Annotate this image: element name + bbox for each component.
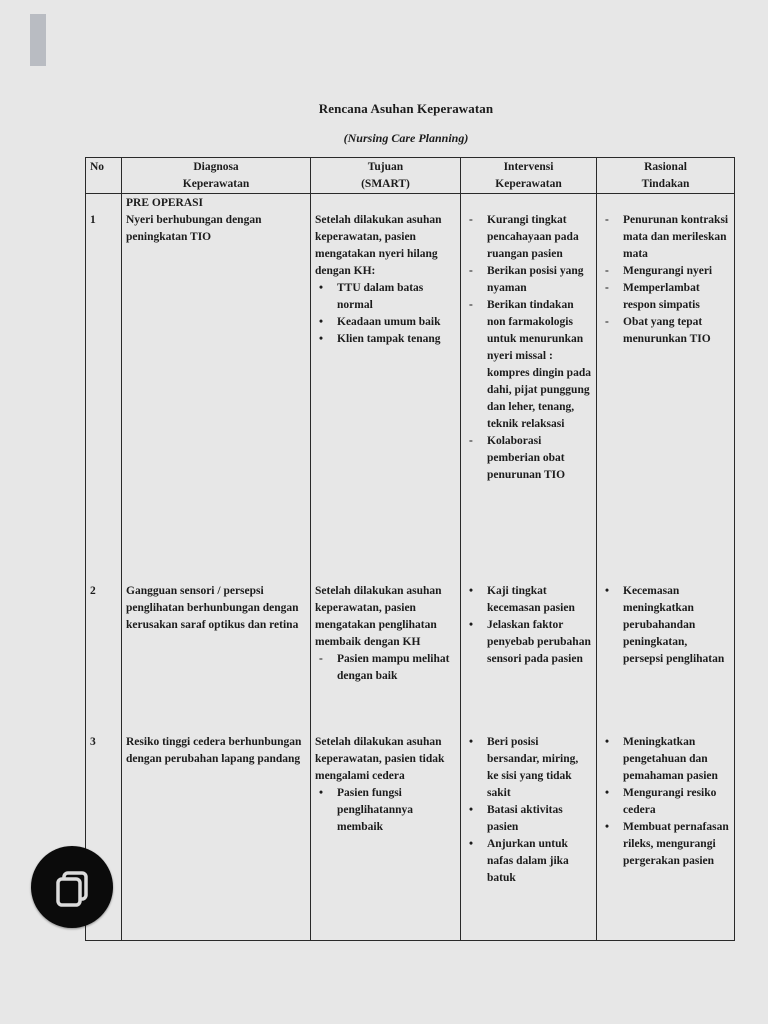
list-item: • Kaji tingkat kecemasan pasien <box>465 583 592 617</box>
rasional-list <box>601 212 730 348</box>
header-intervensi-line1: Intervensi <box>503 161 554 173</box>
tujuan-cell <box>311 582 461 733</box>
list-item: • Klien tampak tenang <box>315 331 456 348</box>
header-diagnosa-line2: Keperawatan <box>182 178 250 190</box>
list-item: - Kurangi tingkat pencahayaan pada ruangan pasien <box>465 212 592 263</box>
header-no: No <box>86 158 122 194</box>
header-rasional-line1: Rasional <box>644 161 687 173</box>
tujuan-intro: Setelah dilakukan asuhan keperawatan, pasien mengatakan penglihatan membaik dengan KH <box>315 585 442 648</box>
list-item: - Penurunan kontraksi mata dan merileskan mata <box>601 212 730 263</box>
table-row <box>86 194 735 583</box>
header-intervensi-line2: Keperawatan <box>495 178 562 190</box>
document-subtitle: (Nursing Care Planning) <box>343 131 469 145</box>
list-item: • Kecemasan meningkatkan perubahandan peningkatan, persepsi penglihatan <box>601 583 730 668</box>
intervensi-list <box>465 212 592 484</box>
intervensi-cell <box>461 582 597 733</box>
row-number: 2 <box>86 582 122 733</box>
tujuan-cell <box>311 194 461 583</box>
list-item: • Mengurangi resiko cedera <box>601 785 730 819</box>
diagnosa-cell: Resiko tinggi cedera berhunbungan dengan perubahan lapang pandang <box>122 733 311 941</box>
list-item: • Jelaskan faktor penyebab perubahan sensori pada pasien <box>465 617 592 668</box>
tujuan-intro: Setelah dilakukan asuhan keperawatan, pasien mengatakan nyeri hilang dengan KH: <box>315 214 442 277</box>
tujuan-intro: Setelah dilakukan asuhan keperawatan, pasien tidak mengalami cedera <box>315 736 445 782</box>
section-label: PRE OPERASI <box>126 197 203 209</box>
tujuan-list <box>315 785 456 836</box>
tujuan-cell <box>311 733 461 941</box>
nursing-care-table <box>85 157 735 941</box>
list-item: - Berikan tindakan non farmakologis untuk menurunkan nyeri missal : kompres dingin pada dahi, pijat punggung dan leher, tenang, teknik relaksasi <box>465 297 592 433</box>
corner-bookmark-mark <box>30 14 46 66</box>
list-item: - Kolaborasi pemberian obat penurunan TIO <box>465 433 592 484</box>
list-item: • TTU dalam batas normal <box>315 280 456 314</box>
header-rasional-line2: Tindakan <box>641 178 690 190</box>
diagnosa-text: Nyeri berhubungan dengan peningkatan TIO <box>126 214 262 243</box>
tujuan-list <box>315 651 456 685</box>
list-item: • Pasien fungsi penglihatannya membaik <box>315 785 456 836</box>
row-number <box>86 194 122 583</box>
list-item: - Memperlambat respon simpatis <box>601 280 730 314</box>
copy-icon <box>50 865 94 909</box>
rasional-list <box>601 583 730 668</box>
row-number: 3 <box>86 733 122 941</box>
table-header-row <box>86 158 735 194</box>
list-item: • Beri posisi bersandar, miring, ke sisi yang tidak sakit <box>465 734 592 802</box>
document-title: Rencana Asuhan Keperawatan <box>318 101 494 116</box>
list-item: • Anjurkan untuk nafas dalam jika batuk <box>465 836 592 887</box>
header-tujuan <box>311 158 461 194</box>
list-item: • Batasi aktivitas pasien <box>465 802 592 836</box>
table-row <box>86 733 735 941</box>
header-diagnosa-line1: Diagnosa <box>193 161 239 173</box>
header-rasional <box>597 158 735 194</box>
row-number-value: 1 <box>90 214 96 226</box>
intervensi-cell <box>461 733 597 941</box>
list-item: • Meningkatkan pengetahuan dan pemahaman pasien <box>601 734 730 785</box>
intervensi-list <box>465 734 592 887</box>
rasional-cell <box>597 194 735 583</box>
diagnosa-cell <box>122 194 311 583</box>
intervensi-list <box>465 583 592 668</box>
list-item: • Membuat pernafasan rileks, mengurangi pergerakan pasien <box>601 819 730 870</box>
table-row <box>86 582 735 733</box>
header-diagnosa <box>122 158 311 194</box>
intervensi-cell <box>461 194 597 583</box>
rasional-cell <box>597 582 735 733</box>
rasional-cell <box>597 733 735 941</box>
list-item: - Obat yang tepat menurunkan TIO <box>601 314 730 348</box>
rasional-list <box>601 734 730 870</box>
copy-button[interactable] <box>31 846 113 928</box>
header-tujuan-line2: (SMART) <box>361 178 410 190</box>
list-item: • Keadaan umum baik <box>315 314 456 331</box>
diagnosa-cell: Gangguan sensori / persepsi penglihatan berhunbungan dengan kerusakan saraf optikus dan retina <box>122 582 311 733</box>
header-tujuan-line1: Tujuan <box>367 161 404 173</box>
header-intervensi <box>461 158 597 194</box>
list-item: - Pasien mampu melihat dengan baik <box>315 651 456 685</box>
list-item: - Berikan posisi yang nyaman <box>465 263 592 297</box>
tujuan-list <box>315 280 456 348</box>
list-item: - Mengurangi nyeri <box>601 263 730 280</box>
